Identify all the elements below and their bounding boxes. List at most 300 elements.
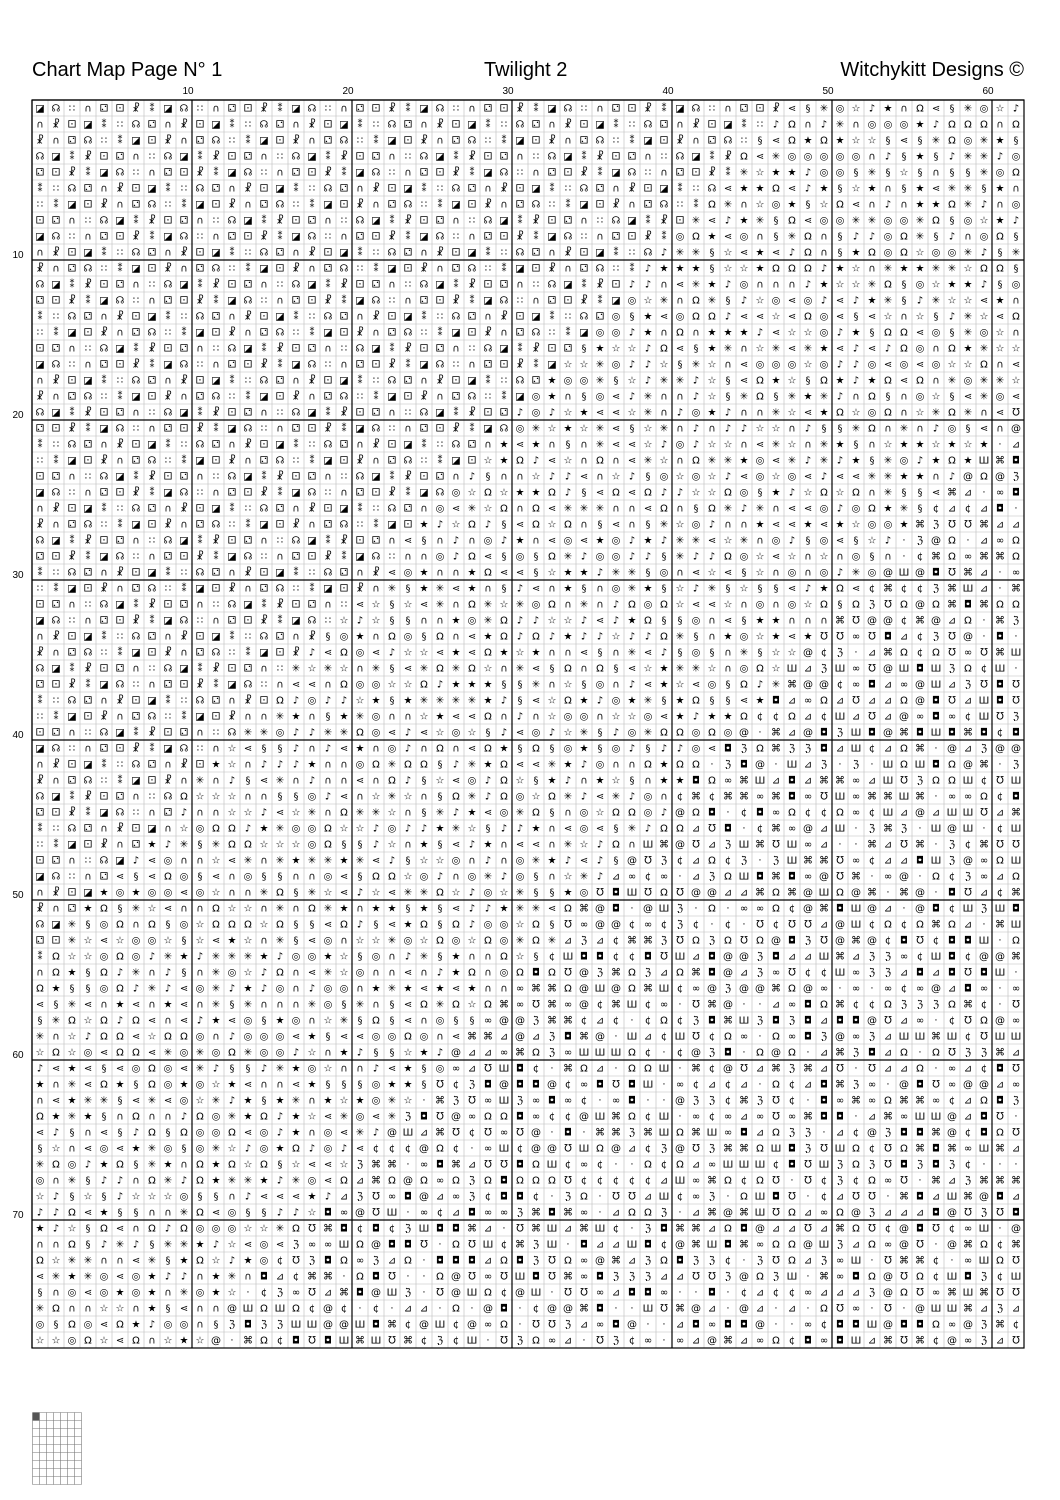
stitch-symbol: ∩ [468, 360, 475, 371]
stitch-symbol: ⚀ [244, 360, 253, 371]
stitch-symbol: ◪ [83, 504, 92, 515]
stitch-symbol: ∞ [852, 984, 860, 995]
stitch-symbol: ✳ [596, 360, 604, 371]
stitch-symbol: ◪ [195, 584, 204, 595]
stitch-symbol: ☧ [260, 615, 268, 627]
stitch-symbol: ☧ [68, 551, 76, 563]
stitch-symbol: ☧ [100, 583, 108, 595]
stitch-symbol: @ [387, 1128, 397, 1139]
stitch-symbol: ♪ [165, 968, 171, 979]
stitch-symbol: · [662, 1048, 665, 1059]
stitch-symbol: ◘ [740, 760, 748, 771]
stitch-symbol: ∩ [132, 536, 139, 547]
stitch-symbol: ⌘ [899, 888, 909, 899]
stitch-symbol: Ω [692, 232, 700, 243]
stitch-symbol: ⁑ [118, 262, 123, 275]
stitch-symbol: ∩ [436, 264, 443, 275]
stitch-symbol: ∩ [132, 1304, 139, 1315]
stitch-symbol: @ [579, 968, 589, 979]
stitch-symbol: ☧ [324, 295, 332, 307]
stitch-symbol: @ [739, 952, 749, 963]
stitch-symbol: ⌘ [691, 968, 701, 979]
stitch-symbol: ∩ [884, 424, 891, 435]
stitch-symbol: @ [835, 920, 845, 931]
stitch-symbol: ⋖ [116, 1064, 124, 1075]
stitch-symbol: Ω [868, 424, 876, 435]
stitch-symbol: ✳ [36, 1304, 44, 1315]
stitch-symbol: ☆ [68, 1032, 77, 1043]
stitch-symbol: · [742, 1048, 745, 1059]
stitch-symbol: ★ [100, 1208, 109, 1219]
stitch-symbol: Ш [675, 1032, 686, 1043]
stitch-symbol: ⋖ [244, 1240, 252, 1251]
stitch-symbol: ⚀ [324, 376, 333, 387]
stitch-symbol: ☧ [68, 167, 76, 179]
stitch-symbol: ¢ [917, 632, 923, 643]
stitch-symbol: ⁑ [166, 694, 171, 707]
stitch-symbol: ★ [980, 440, 989, 451]
stitch-symbol: ⌘ [691, 1240, 701, 1251]
stitch-symbol: ¢ [389, 1144, 395, 1155]
stitch-symbol: ☆ [228, 1240, 237, 1251]
stitch-symbol: ⚀ [420, 216, 429, 227]
stitch-symbol: ∩ [724, 648, 731, 659]
stitch-symbol: ⊿ [756, 1288, 764, 1299]
stitch-symbol: ✳ [276, 904, 284, 915]
stitch-symbol: ☆ [148, 1032, 157, 1043]
stitch-symbol: ⋖ [740, 472, 748, 483]
stitch-symbol: ◎ [500, 920, 509, 931]
stitch-symbol: ◎ [196, 1144, 205, 1155]
stitch-symbol: ♪ [837, 568, 843, 579]
stitch-symbol: ★ [180, 1080, 189, 1091]
stitch-symbol: ∩ [116, 328, 123, 339]
stitch-symbol: ◪ [515, 136, 524, 147]
stitch-symbol: § [182, 968, 187, 979]
stitch-symbol: ☆ [724, 536, 733, 547]
stitch-symbol: ✳ [276, 1064, 284, 1075]
stitch-symbol: @ [995, 472, 1005, 483]
stitch-symbol: ◎ [788, 152, 797, 163]
stitch-symbol: ℨ [581, 936, 587, 947]
stitch-symbol: ℨ [405, 1288, 411, 1299]
stitch-symbol: Ω [180, 792, 188, 803]
stitch-symbol: § [1014, 264, 1019, 275]
stitch-symbol: Ω [148, 920, 156, 931]
stitch-symbol: ◎ [628, 296, 637, 307]
stitch-symbol: ◘ [916, 1192, 924, 1203]
stitch-symbol: · [550, 1192, 553, 1203]
stitch-symbol: Ω [532, 520, 540, 531]
stitch-symbol: @ [803, 984, 813, 995]
stitch-symbol: ☆ [228, 808, 237, 819]
stitch-symbol: ⚀ [484, 152, 493, 163]
stitch-symbol: ⚁ [340, 568, 349, 579]
stitch-symbol: · [854, 824, 857, 835]
stitch-symbol: ∷ [165, 456, 171, 467]
stitch-symbol: ⋖ [292, 1192, 300, 1203]
stitch-symbol: @ [947, 1336, 957, 1347]
stitch-symbol: ◪ [627, 216, 636, 227]
stitch-symbol: ⚁ [68, 904, 77, 915]
stitch-symbol: ☧ [164, 391, 172, 403]
stitch-symbol: ⁑ [246, 646, 251, 659]
stitch-symbol: ♪ [549, 408, 555, 419]
stitch-symbol: ◎ [244, 872, 253, 883]
stitch-symbol: ∩ [708, 632, 715, 643]
stitch-symbol: ✳ [324, 728, 332, 739]
stitch-symbol: ♪ [453, 808, 459, 819]
stitch-symbol: ⚀ [548, 216, 557, 227]
stitch-symbol: Ω [820, 1000, 828, 1011]
stitch-symbol: @ [675, 1144, 685, 1155]
stitch-symbol: ¢ [741, 1288, 747, 1299]
stitch-symbol: ☧ [516, 231, 524, 243]
stitch-symbol: ◎ [900, 120, 909, 131]
stitch-symbol: ★ [484, 680, 493, 691]
stitch-symbol: Ω [660, 824, 668, 835]
stitch-symbol: ☧ [228, 327, 236, 339]
stitch-symbol: ⚁ [532, 248, 541, 259]
stitch-symbol: ℨ [709, 1192, 715, 1203]
stitch-symbol: ☊ [436, 104, 445, 115]
stitch-symbol: ∩ [68, 1304, 75, 1315]
stitch-symbol: ℧ [916, 1288, 924, 1299]
stitch-symbol: · [998, 1000, 1001, 1011]
stitch-symbol: · [998, 584, 1001, 595]
stitch-symbol: ∞ [980, 984, 988, 995]
stitch-symbol: ◪ [307, 536, 316, 547]
stitch-symbol: ☊ [196, 696, 205, 707]
stitch-symbol: · [1014, 632, 1017, 643]
stitch-symbol: ♪ [933, 120, 939, 131]
stitch-symbol: ∩ [260, 936, 267, 947]
stitch-symbol: ∩ [548, 248, 555, 259]
stitch-symbol: ∩ [292, 904, 299, 915]
stitch-symbol: Ш [243, 1304, 254, 1315]
stitch-symbol: ◪ [291, 616, 300, 627]
stitch-symbol: ✳ [276, 712, 284, 723]
stitch-symbol: ∷ [581, 232, 587, 243]
stitch-symbol: ★ [756, 696, 765, 707]
stitch-symbol: ☆ [180, 824, 189, 835]
stitch-symbol: ♪ [949, 312, 955, 323]
stitch-symbol: Ω [340, 648, 348, 659]
stitch-symbol: ⊿ [692, 1336, 700, 1347]
stitch-symbol: ⚁ [212, 184, 221, 195]
stitch-symbol: ⌘ [1011, 1176, 1021, 1187]
stitch-symbol: ∞ [724, 1112, 732, 1123]
stitch-symbol: Ω [644, 1160, 652, 1171]
stitch-symbol: ∷ [373, 376, 379, 387]
stitch-symbol: ⁑ [614, 246, 619, 259]
stitch-symbol: ∷ [69, 488, 75, 499]
stitch-symbol: ℧ [628, 1192, 636, 1203]
stitch-symbol: § [886, 168, 891, 179]
stitch-symbol: ∩ [372, 456, 379, 467]
stitch-symbol: ⌘ [563, 1016, 573, 1027]
stitch-symbol: ∞ [692, 1112, 700, 1123]
stitch-symbol: ⌘ [707, 1176, 717, 1187]
stitch-symbol: ★ [452, 968, 461, 979]
stitch-symbol: ⚁ [468, 184, 477, 195]
stitch-symbol: ∩ [116, 584, 123, 595]
stitch-symbol: Ω [804, 264, 812, 275]
stitch-symbol: ∷ [101, 648, 107, 659]
stitch-symbol: ♪ [117, 1192, 123, 1203]
stitch-symbol: ★ [836, 136, 845, 147]
stitch-symbol: Ω [724, 1032, 732, 1043]
stitch-symbol: Ш [531, 1288, 542, 1299]
stitch-symbol: ⚁ [612, 232, 621, 243]
stitch-symbol: ¢ [645, 1048, 651, 1059]
stitch-symbol: ⌘ [643, 936, 653, 947]
stitch-symbol: ✳ [148, 1256, 156, 1267]
stitch-symbol: Ω [164, 872, 172, 883]
stitch-symbol: ★ [804, 520, 813, 531]
stitch-symbol: ⊿ [1012, 1192, 1020, 1203]
stitch-symbol: ∩ [804, 616, 811, 627]
stitch-symbol: ◪ [35, 104, 44, 115]
stitch-symbol: ∷ [421, 200, 427, 211]
stitch-symbol: ♪ [277, 952, 283, 963]
stitch-symbol: ⚀ [68, 376, 77, 387]
stitch-symbol: ℨ [229, 1320, 235, 1331]
stitch-symbol: ∷ [453, 104, 459, 115]
stitch-symbol: ℧ [612, 1080, 620, 1091]
stitch-symbol: ∞ [484, 1096, 492, 1107]
stitch-symbol: ∞ [324, 1240, 332, 1251]
stitch-symbol: ◎ [132, 936, 141, 947]
stitch-symbol: Ω [756, 744, 764, 755]
stitch-symbol: Ω [500, 632, 508, 643]
stitch-symbol: Ω [868, 1272, 876, 1283]
stitch-symbol: ⁑ [38, 182, 43, 195]
stitch-symbol: ◪ [387, 392, 396, 403]
stitch-symbol: ∞ [948, 712, 956, 723]
stitch-symbol: ⋖ [212, 1208, 220, 1219]
stitch-symbol: ∩ [68, 472, 75, 483]
stitch-symbol: ♪ [693, 376, 699, 387]
stitch-symbol: ◘ [596, 1080, 604, 1091]
stitch-symbol: ★ [68, 1064, 77, 1075]
stitch-symbol: ∩ [836, 552, 843, 563]
stitch-symbol: ♪ [149, 1320, 155, 1331]
stitch-symbol: ⁑ [374, 518, 379, 531]
stitch-symbol: ¢ [981, 664, 987, 675]
stitch-symbol: ⚁ [340, 440, 349, 451]
stitch-symbol: ★ [308, 1192, 317, 1203]
stitch-symbol: ⋖ [340, 744, 348, 755]
stitch-symbol: ★ [852, 248, 861, 259]
stitch-symbol: ∷ [117, 376, 123, 387]
stitch-symbol: ♪ [37, 1064, 43, 1075]
stitch-symbol: ★ [228, 1080, 237, 1091]
stitch-symbol: ℧ [1012, 680, 1020, 691]
stitch-symbol: ¢ [949, 872, 955, 883]
stitch-symbol: ⋖ [916, 328, 924, 339]
stitch-symbol: ∩ [660, 792, 667, 803]
stitch-symbol: ★ [532, 648, 541, 659]
stitch-symbol: ☊ [372, 424, 381, 435]
stitch-symbol: ☆ [340, 824, 349, 835]
stitch-symbol: ★ [356, 632, 365, 643]
stitch-symbol: § [694, 344, 699, 355]
stitch-symbol: ∩ [500, 664, 507, 675]
stitch-symbol: · [630, 1160, 633, 1171]
stitch-symbol: ⋖ [772, 248, 780, 259]
stitch-symbol: ◘ [996, 1192, 1004, 1203]
stitch-symbol: ⚁ [612, 104, 621, 115]
stitch-symbol: ¢ [565, 1160, 571, 1171]
stitch-symbol: Ш [467, 1336, 478, 1347]
stitch-symbol: ◪ [115, 728, 124, 739]
stitch-symbol: ¢ [501, 1240, 507, 1251]
stitch-symbol: § [390, 1000, 395, 1011]
stitch-symbol: ⁑ [86, 422, 91, 435]
stitch-symbol: ⚀ [36, 728, 45, 739]
stitch-symbol: ⚀ [228, 536, 237, 547]
stitch-symbol: ¢ [853, 1176, 859, 1187]
stitch-symbol: Ω [388, 1176, 396, 1187]
stitch-symbol: ∩ [36, 1240, 43, 1251]
stitch-symbol: ◘ [932, 1160, 940, 1171]
stitch-symbol: ⋖ [36, 1272, 44, 1283]
stitch-symbol: § [806, 104, 811, 115]
stitch-symbol: ★ [772, 488, 781, 499]
stitch-symbol: ◘ [884, 632, 892, 643]
stitch-symbol: ☆ [372, 616, 381, 627]
stitch-symbol: ∩ [340, 488, 347, 499]
stitch-symbol: ◎ [1012, 200, 1021, 211]
stitch-symbol: Ш [627, 1240, 638, 1251]
stitch-symbol: Ш [675, 952, 686, 963]
stitch-symbol: ☊ [52, 616, 61, 627]
stitch-symbol: ♪ [597, 872, 603, 883]
stitch-symbol: ☊ [116, 680, 125, 691]
stitch-symbol: · [406, 1160, 409, 1171]
stitch-symbol: ∩ [100, 824, 107, 835]
stitch-symbol: ⋖ [180, 1000, 188, 1011]
stitch-symbol: ℧ [932, 1224, 940, 1235]
stitch-symbol: ∞ [980, 856, 988, 867]
stitch-symbol: ◘ [1012, 728, 1020, 739]
stitch-symbol: Ω [980, 792, 988, 803]
stitch-symbol: ⊿ [356, 1176, 364, 1187]
stitch-symbol: ∞ [692, 1192, 700, 1203]
stitch-symbol: ⚁ [260, 584, 269, 595]
stitch-symbol: ✳ [68, 1176, 76, 1187]
stitch-symbol: ¢ [661, 1032, 667, 1043]
stitch-symbol: ⌘ [643, 1128, 653, 1139]
stitch-symbol: ♪ [837, 360, 843, 371]
stitch-symbol: ∞ [836, 1256, 844, 1267]
stitch-symbol: ◎ [820, 328, 829, 339]
stitch-symbol: ∩ [564, 392, 571, 403]
stitch-symbol: ★ [580, 744, 589, 755]
stitch-symbol: ☆ [500, 488, 509, 499]
stitch-symbol: ◘ [900, 936, 908, 947]
stitch-symbol: ☊ [724, 136, 733, 147]
stitch-symbol: ◘ [852, 1272, 860, 1283]
stitch-symbol: ⁑ [358, 246, 363, 259]
stitch-symbol: ⋖ [756, 152, 764, 163]
stitch-symbol: ☊ [164, 536, 173, 547]
stitch-symbol: ◎ [404, 632, 413, 643]
stitch-symbol: ⚀ [292, 344, 301, 355]
stitch-symbol: ℨ [437, 1336, 443, 1347]
stitch-symbol: ⊿ [708, 1080, 716, 1091]
stitch-symbol: ∩ [292, 376, 299, 387]
stitch-symbol: ◎ [948, 248, 957, 259]
stitch-symbol: ✳ [820, 456, 828, 467]
stitch-symbol: ∩ [676, 392, 683, 403]
stitch-symbol: § [550, 808, 555, 819]
stitch-symbol: ⋖ [340, 1128, 348, 1139]
stitch-symbol: ⁑ [262, 470, 267, 483]
stitch-symbol: ⚀ [452, 376, 461, 387]
stitch-symbol: ☆ [708, 488, 717, 499]
stitch-symbol: ℧ [820, 1144, 828, 1155]
stitch-symbol: ☊ [244, 424, 253, 435]
stitch-symbol: ☆ [1012, 376, 1021, 387]
stitch-symbol: ♪ [757, 680, 763, 691]
stitch-symbol: ☊ [660, 200, 669, 211]
stitch-symbol: ◎ [180, 872, 189, 883]
stitch-symbol: ☧ [644, 103, 652, 115]
stitch-symbol: · [502, 1224, 505, 1235]
stitch-symbol: ∞ [804, 792, 812, 803]
stitch-symbol: ✳ [836, 120, 844, 131]
stitch-symbol: ⁑ [38, 566, 43, 579]
stitch-symbol: ∞ [468, 1112, 476, 1123]
stitch-symbol: ◎ [804, 296, 813, 307]
stitch-symbol: Ω [900, 1288, 908, 1299]
stitch-symbol: ☊ [356, 216, 365, 227]
stitch-symbol: ♪ [277, 1176, 283, 1187]
stitch-symbol: ☊ [36, 920, 45, 931]
stitch-symbol: · [934, 744, 937, 755]
stitch-symbol: ◎ [580, 824, 589, 835]
stitch-symbol: ¢ [1013, 1320, 1019, 1331]
stitch-symbol: ◘ [452, 1224, 460, 1235]
stitch-symbol: Ω [452, 1176, 460, 1187]
stitch-symbol: § [182, 936, 187, 947]
stitch-symbol: ☆ [100, 1304, 109, 1315]
stitch-symbol: ℧ [804, 1224, 812, 1235]
stitch-symbol: ★ [404, 1080, 413, 1091]
stitch-symbol: @ [803, 680, 813, 691]
stitch-symbol: ⋖ [116, 1272, 124, 1283]
stitch-symbol: ⌘ [899, 1096, 909, 1107]
stitch-symbol: ⌘ [915, 744, 925, 755]
stitch-symbol: ⊿ [868, 648, 876, 659]
stitch-symbol: · [1014, 504, 1017, 515]
stitch-symbol: ⊿ [820, 1224, 828, 1235]
stitch-symbol: ∩ [820, 248, 827, 259]
stitch-symbol: ⋖ [692, 568, 700, 579]
stitch-symbol: ∷ [277, 280, 283, 291]
stitch-symbol: Ω [1012, 600, 1020, 611]
stitch-symbol: ◘ [516, 1160, 524, 1171]
stitch-symbol: Ω [900, 1144, 908, 1155]
stitch-symbol: ℧ [516, 1224, 524, 1235]
stitch-symbol: ⊿ [804, 712, 812, 723]
stitch-symbol: · [742, 1256, 745, 1267]
stitch-symbol: ∷ [213, 216, 219, 227]
stitch-symbol: ∷ [85, 344, 91, 355]
stitch-symbol: ♪ [277, 1128, 283, 1139]
